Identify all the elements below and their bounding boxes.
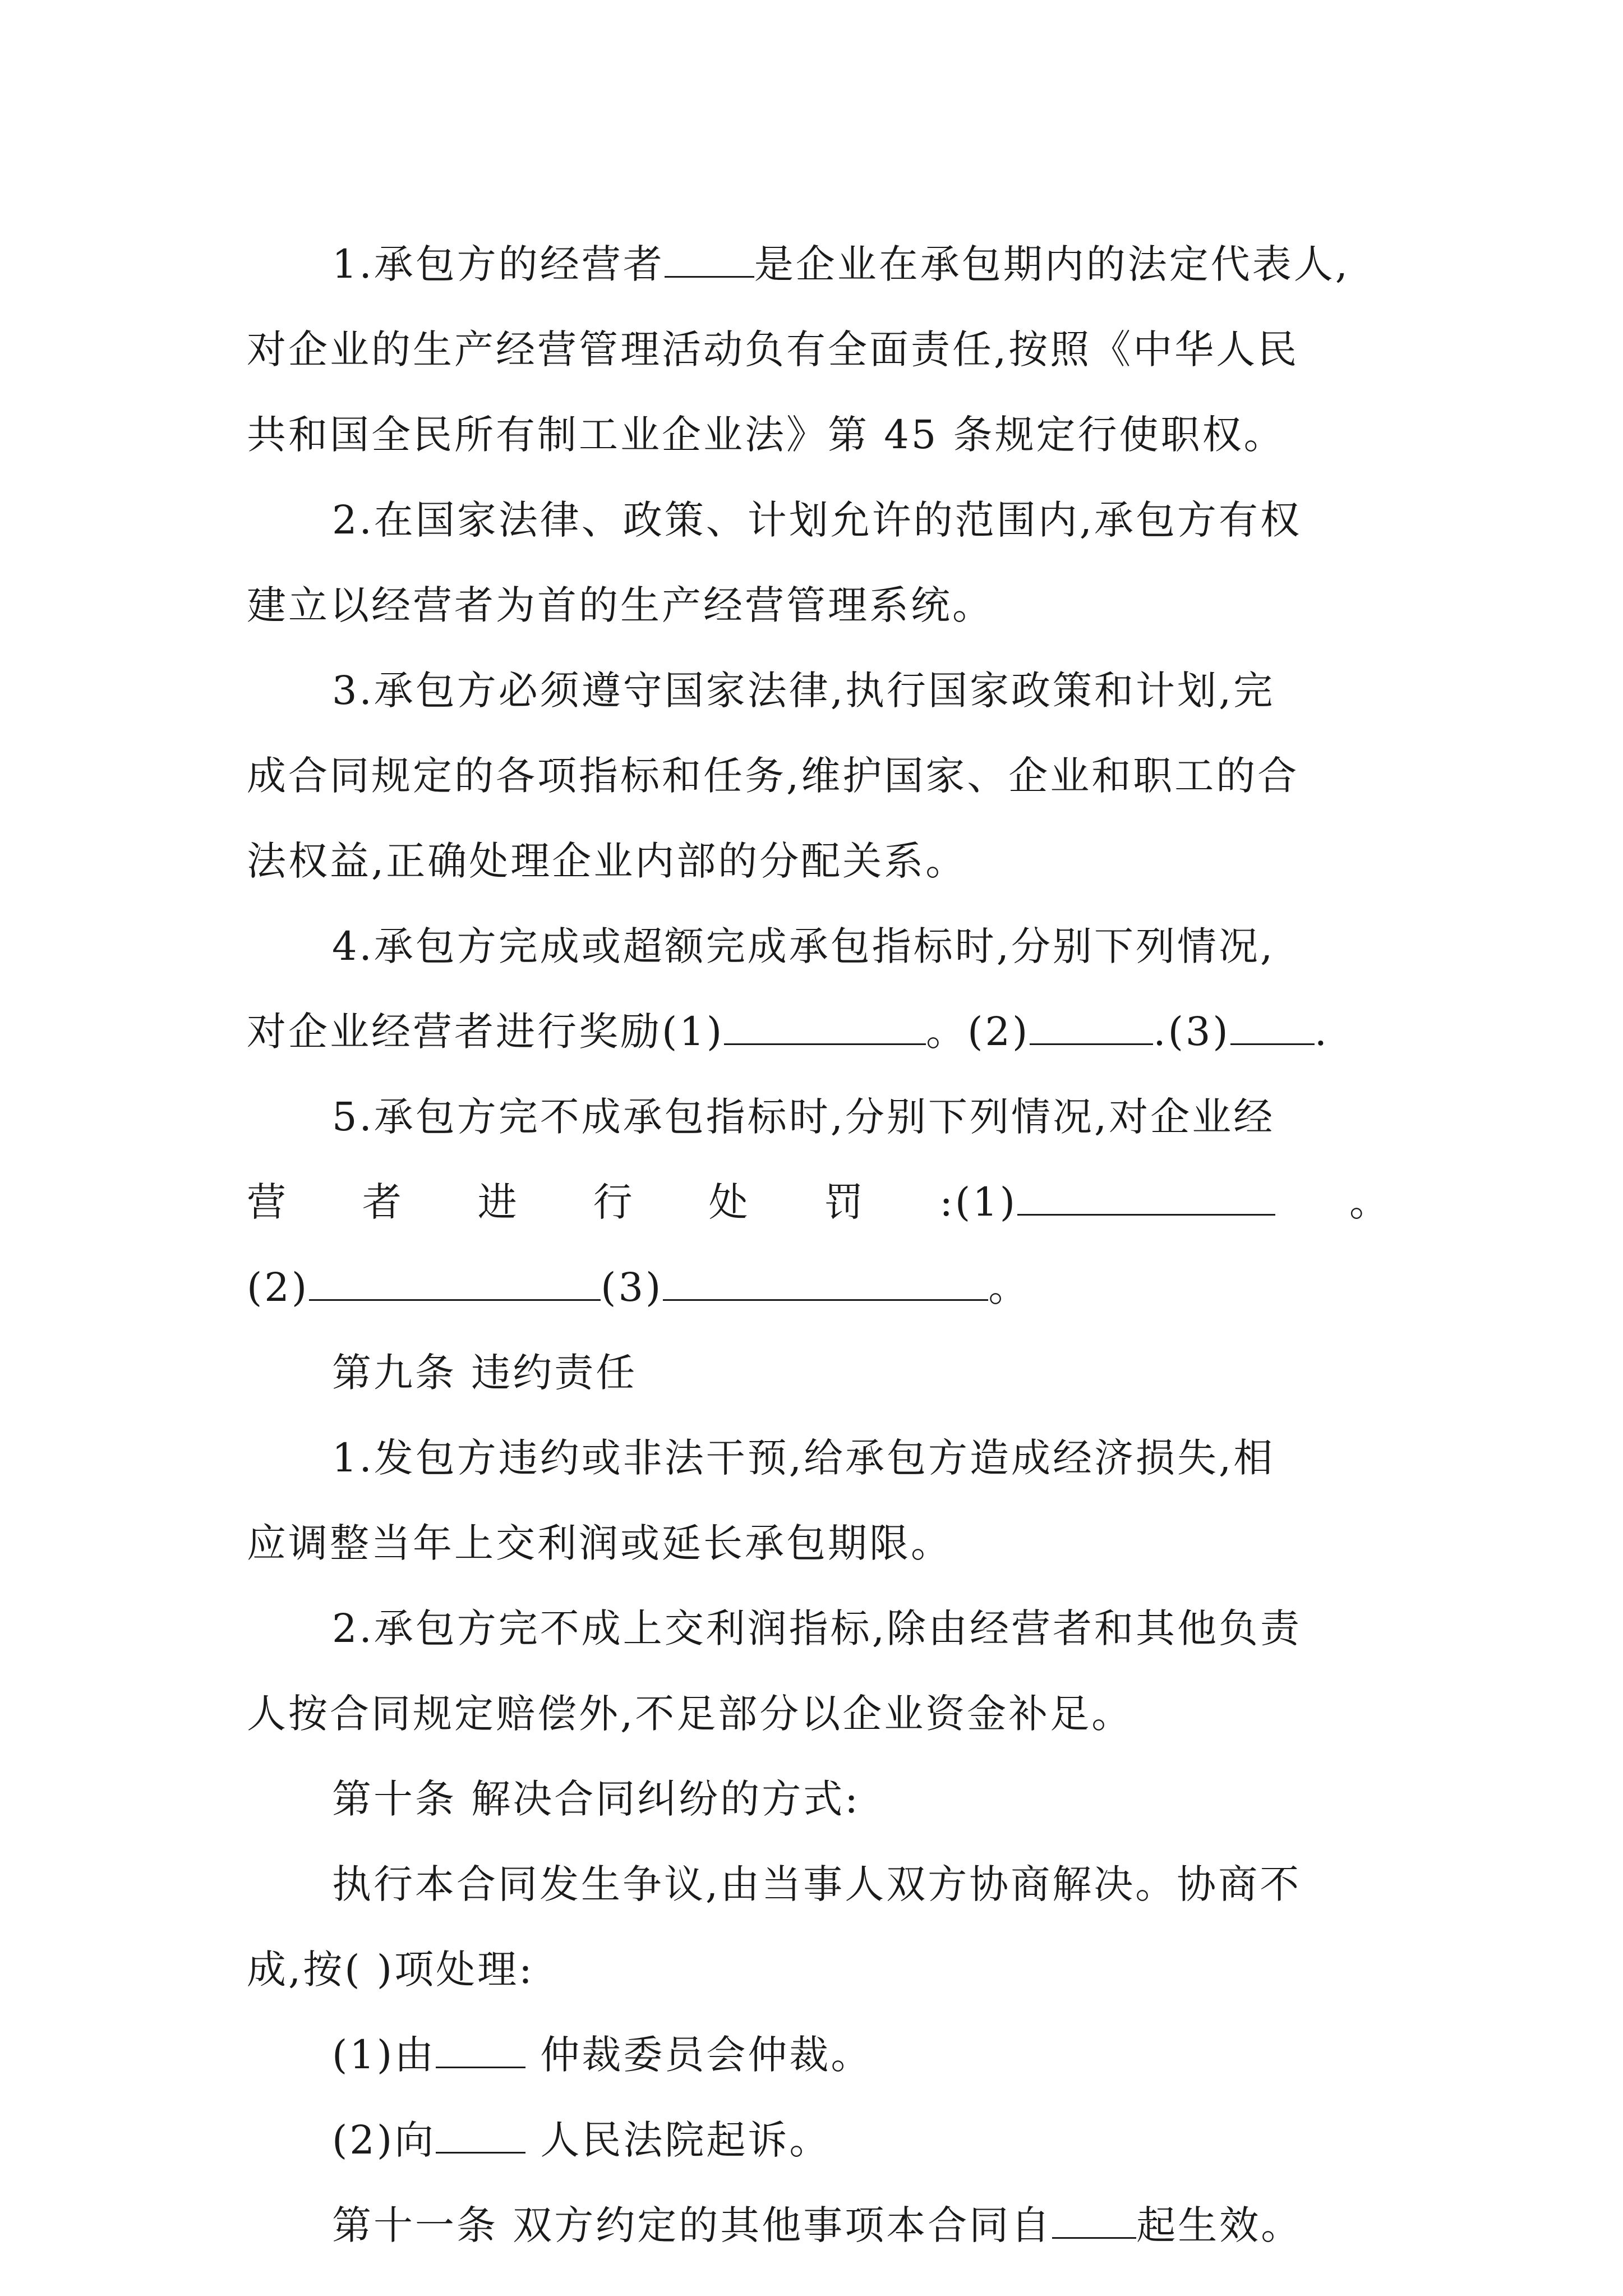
reward-3-label: .(3) [1153,1009,1230,1055]
clause-5-paragraph [247,1074,1391,1330]
penalty-char-6: 罚 [824,1179,866,1225]
penalty-item-1 [939,1159,1275,1245]
article-9-clause-1-line-1: 1.发包方违约或非法干预,给承包方造成经济损失,相 [332,1435,1275,1481]
court-blank[interactable] [436,2117,525,2154]
article-9-clause-1-line-2: 应调整当年上交利润或延长承包期限。 [247,1520,952,1566]
contract-page [247,222,1391,2268]
clause-2-paragraph [247,477,1391,648]
penalty-3-label: (3) [601,1264,663,1310]
clause-2-line-1: 2.在国家法律、政策、计划允许的范围内,承包方有权 [332,497,1302,543]
clause-2-line-2: 建立以经营者为首的生产经营管理系统。 [247,582,994,628]
article-9-title: 第九条 违约责任 [332,1350,638,1396]
article-10-option-1 [247,2012,1391,2097]
article-9-clause-1 [247,1415,1391,1586]
article-10-body [247,1842,1391,2012]
court-label: (2)向 [332,2117,436,2163]
article-11-line [247,2183,1391,2268]
penalty-1-label: :(1) [939,1179,1018,1225]
arbitration-label: (1)由 [332,2032,436,2078]
penalty-char-3: 进 [477,1179,519,1225]
penalty-char-4: 行 [593,1179,635,1225]
penalty-char-5: 处 [708,1179,750,1225]
reward-1-blank[interactable] [724,1009,926,1045]
reward-3-blank[interactable] [1230,1009,1315,1045]
clause-3-paragraph [247,648,1391,904]
clause-1-text-a: 1.承包方的经营者 [332,241,665,287]
penalty-3-blank[interactable] [663,1264,988,1301]
article-11 [247,2183,1391,2268]
clause-1-line-1 [247,222,1391,307]
article-10-line-1: 执行本合同发生争议,由当事人双方协商解决。协商不 [332,1861,1302,1907]
article-9-heading [247,1330,1391,1415]
article-10-heading [247,1756,1391,1842]
clause-4-line-1: 4.承包方完成或超额完成承包指标时,分别下列情况, [332,923,1275,969]
article-11-text-a: 第十一条 双方约定的其他事项本合同自 [332,2202,1053,2248]
clause-3-line-1: 3.承包方必须遵守国家法律,执行国家政策和计划,完 [332,668,1275,714]
clause-4-line-2 [247,989,1391,1074]
article-10-option-2 [247,2097,1391,2183]
clause-5-line-3 [247,1245,1391,1330]
reward-intro-text: 对企业经营者进行奖励(1) [247,1009,725,1055]
arbitration-committee-blank[interactable] [436,2032,525,2068]
clause-5-line-1: 5.承包方完不成承包指标时,分别下列情况,对企业经 [332,1094,1275,1140]
article-9-clause-2-line-1: 2.承包方完不成上交利润指标,除由经营者和其他负责 [332,1605,1302,1651]
article-9-clause-2-line-2: 人按合同规定赔偿外,不足部分以企业资金补足。 [247,1691,1133,1737]
reward-2-label: 。(2) [926,1009,1030,1055]
article-10-line-2: 成,按( )项处理: [247,1947,534,1993]
penalty-2-label: (2) [247,1264,310,1310]
penalty-end-period: 。 [988,1264,1030,1310]
penalty-1-blank[interactable] [1017,1179,1275,1216]
article-10-option-1-line [247,2012,1391,2097]
clause-3-line-3: 法权益,正确处理企业内部的分配关系。 [247,838,967,884]
reward-2-blank[interactable] [1030,1009,1153,1045]
clause-3-line-2: 成合同规定的各项指标和任务,维护国家、企业和职工的合 [247,753,1299,799]
penalty-char-1: 营 [247,1179,288,1225]
clause-4-paragraph [247,904,1391,1074]
legal-representative-blank[interactable] [665,241,754,278]
penalty-char-2: 者 [362,1179,404,1225]
article-10-title: 第十条 解决合同纠纷的方式: [332,1776,860,1822]
clause-1-line-3: 共和国全民所有制工业企业法》第 45 条规定行使职权。 [247,412,1285,458]
clause-5-line-2 [247,1159,1391,1245]
clause-1-line-2: 对企业的生产经营管理活动负有全面责任,按照《中华人民 [247,326,1299,372]
reward-end-period: . [1314,1009,1329,1055]
effective-date-blank[interactable] [1052,2202,1136,2239]
clause-1-text-b: 是企业在承包期内的法定代表人, [754,241,1350,287]
penalty-1-period: 。 [1349,1179,1391,1225]
article-11-text-b: 起生效。 [1136,2202,1303,2248]
article-10-option-2-line [247,2097,1391,2183]
court-text: 人民法院起诉。 [525,2117,831,2163]
arbitration-text: 仲裁委员会仲裁。 [525,2032,873,2078]
penalty-2-blank[interactable] [309,1264,601,1301]
clause-1-paragraph [247,222,1391,477]
article-9-clause-2 [247,1586,1391,1756]
